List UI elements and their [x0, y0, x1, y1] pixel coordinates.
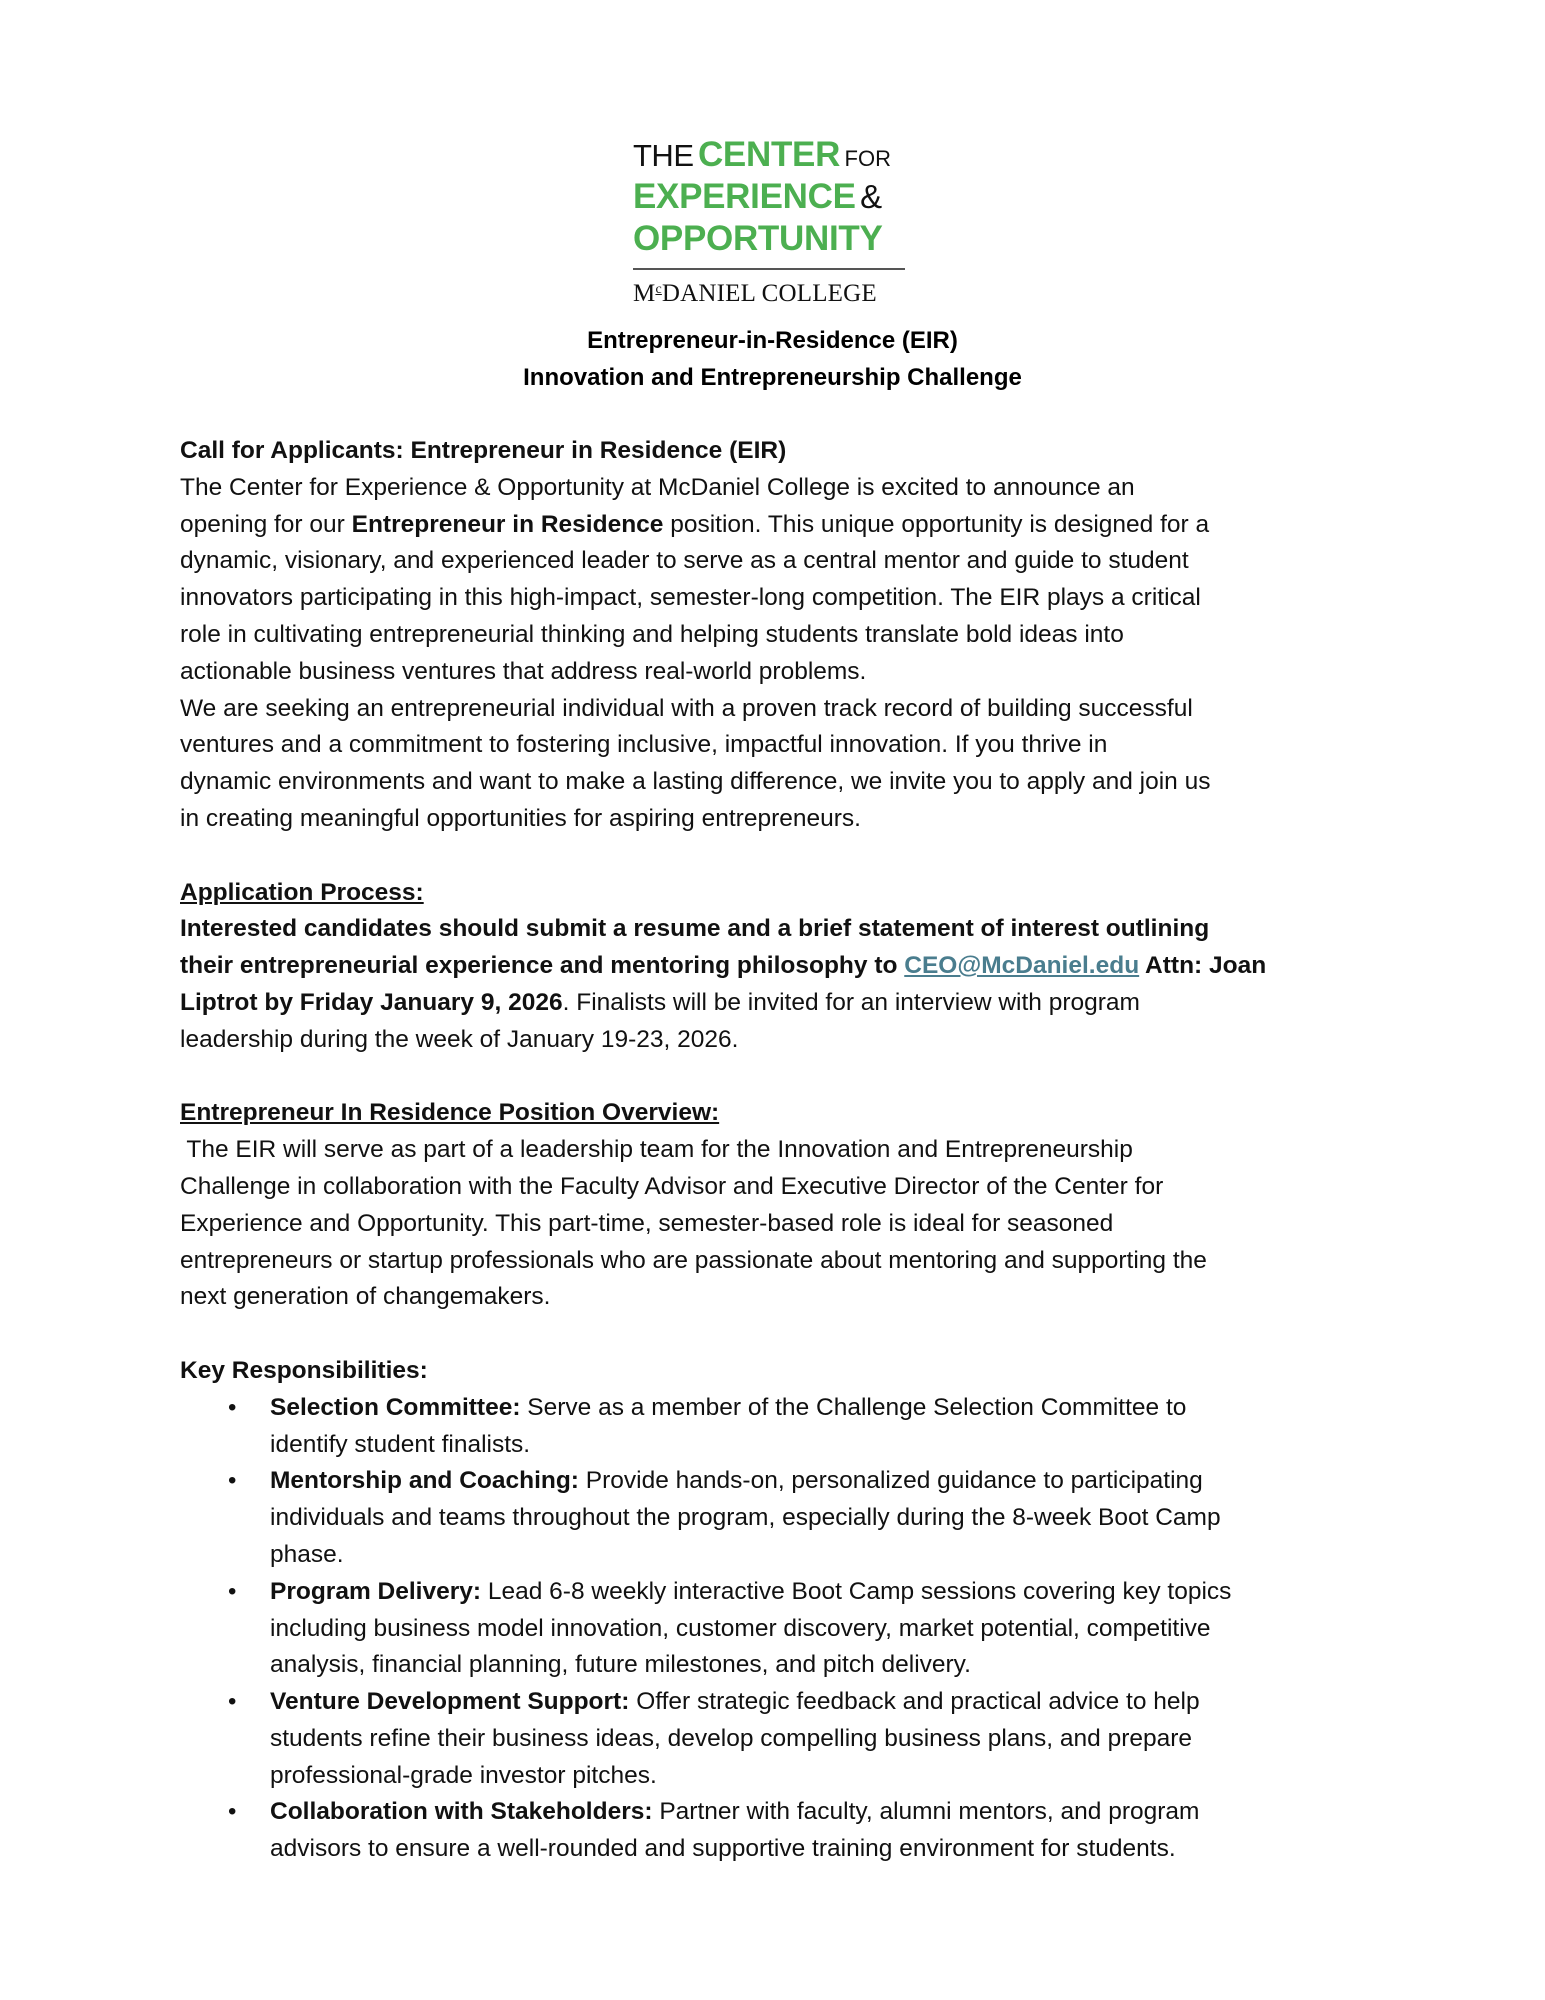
- text-line: next generation of changemakers.: [180, 1283, 551, 1311]
- overview-paragraph: [180, 1132, 1380, 1316]
- text-fragment: Offer strategic feedback and practical advice to help: [629, 1688, 1200, 1716]
- logo-word-for: FOR: [844, 146, 891, 171]
- text-line: in creating meaningful opportunities for aspiring entrepreneurs.: [180, 804, 861, 832]
- text-line: ventures and a commitment to fostering inclusive, impactful innovation. If you thrive in: [180, 731, 1108, 759]
- application-process-section: [180, 875, 1380, 1059]
- title-line-1: Entrepreneur-in-Residence (EIR): [587, 327, 958, 354]
- text-fragment: Provide hands-on, personalized guidance to participating: [578, 1467, 1203, 1495]
- bullet-icon: •: [228, 1467, 237, 1495]
- logo-line-2: [633, 176, 909, 218]
- logo-college-name: [633, 280, 909, 308]
- text-fragment: their entrepreneurial experience and mentoring philosophy to: [180, 952, 905, 980]
- bullet-icon: •: [228, 1688, 237, 1716]
- key-responsibilities-section: [180, 1353, 1380, 1868]
- title-line-2: Innovation and Entrepreneurship Challenge: [523, 364, 1022, 391]
- text-line: including business model innovation, customer discovery, market potential, competitive: [270, 1614, 1211, 1642]
- call-heading: Call for Applicants: Entrepreneur in Residence (EIR): [180, 437, 787, 464]
- logo-word-experience: EXPERIENCE: [633, 177, 856, 216]
- text-line: dynamic, visionary, and experienced leader to serve as a central mentor and guide to student: [180, 547, 1189, 575]
- text-line: innovators participating in this high-impact, semester-long competition. The EIR plays a critical: [180, 584, 1201, 612]
- college-prefix: M: [633, 280, 656, 307]
- logo-word-opportunity: OPPORTUNITY: [633, 219, 883, 258]
- list-item: [180, 1463, 1380, 1573]
- bullet-icon: •: [228, 1798, 237, 1826]
- spacer: [180, 1059, 1380, 1096]
- logo-line-3: [633, 218, 909, 260]
- text-line: identify student finalists.: [270, 1430, 531, 1458]
- call-for-applicants-section: [180, 433, 1380, 838]
- call-paragraph-2: [180, 691, 1380, 838]
- text-fragment: Attn: Joan: [1139, 952, 1267, 980]
- text-line: [270, 1574, 1380, 1611]
- text-line: [180, 507, 1380, 544]
- document-body: [180, 433, 1380, 1868]
- text-line: role in cultivating entrepreneurial thinking and helping students translate bold ideas into: [180, 620, 1124, 648]
- spacer: [180, 1316, 1380, 1353]
- text-line: actionable business ventures that address real-world problems.: [180, 657, 867, 685]
- text-fragment: opening for our: [180, 510, 352, 538]
- text-line: [270, 1684, 1380, 1721]
- email-link[interactable]: CEO@McDaniel.edu: [904, 952, 1140, 980]
- deadline-text: Liptrot by Friday January 9, 2026: [180, 988, 563, 1016]
- text-line: students refine their business ideas, develop compelling business plans, and prepare: [270, 1724, 1193, 1752]
- logo-line-1: [633, 134, 909, 176]
- position-overview-section: [180, 1095, 1380, 1316]
- list-item: [180, 1574, 1380, 1684]
- list-item: [180, 1794, 1380, 1868]
- text-line: professional-grade investor pitches.: [270, 1761, 657, 1789]
- text-line: The EIR will serve as part of a leadership team for the Innovation and Entrepreneurship: [180, 1136, 1133, 1164]
- text-line: Interested candidates should submit a resume and a brief statement of interest outlining: [180, 915, 1210, 943]
- college-rest: DANIEL COLLEGE: [661, 280, 877, 307]
- text-line: individuals and teams throughout the program, especially during the 8-week Boot Camp: [270, 1504, 1221, 1532]
- text-line: Experience and Opportunity. This part-time, semester-based role is ideal for seasoned: [180, 1209, 1114, 1237]
- text-line: phase.: [270, 1540, 344, 1568]
- text-line: [270, 1463, 1380, 1500]
- text-line: We are seeking an entrepreneurial individual with a proven track record of building successful: [180, 694, 1193, 722]
- text-line: advisors to ensure a well-rounded and supportive training environment for students.: [270, 1835, 1176, 1863]
- spacer: [180, 838, 1380, 875]
- text-line: entrepreneurs or startup professionals who are passionate about mentoring and supporting the: [180, 1246, 1207, 1274]
- text-line: [180, 948, 1380, 985]
- text-line: dynamic environments and want to make a lasting difference, we invite you to apply and join us: [180, 768, 1211, 796]
- logo-word-the: THE: [633, 138, 694, 173]
- item-title: Program Delivery:: [270, 1577, 482, 1605]
- college-sup: c: [655, 282, 662, 297]
- text-fragment: . Finalists will be invited for an interview with program: [562, 988, 1140, 1016]
- bold-phrase: Entrepreneur in Residence: [351, 510, 664, 538]
- text-fragment: Partner with faculty, alumni mentors, and program: [652, 1798, 1200, 1826]
- text-line: [180, 985, 1380, 1022]
- call-paragraph-1: [180, 470, 1380, 691]
- logo-divider: [633, 268, 905, 270]
- application-heading: Application Process:: [180, 878, 424, 906]
- item-title: Selection Committee:: [270, 1393, 521, 1421]
- text-line: Challenge in collaboration with the Faculty Advisor and Executive Director of the Center for: [180, 1172, 1164, 1200]
- item-title: Venture Development Support:: [270, 1688, 630, 1716]
- document-titles: [0, 322, 1545, 396]
- text-line: [270, 1390, 1380, 1427]
- bullet-icon: •: [228, 1393, 237, 1421]
- text-line: [270, 1794, 1380, 1831]
- center-logo: [633, 134, 909, 308]
- responsibilities-list: [180, 1390, 1380, 1868]
- text-line: analysis, financial planning, future milestones, and pitch delivery.: [270, 1651, 971, 1679]
- text-fragment: position. This unique opportunity is designed for a: [663, 510, 1210, 538]
- text-fragment: Serve as a member of the Challenge Selection Committee to: [520, 1393, 1187, 1421]
- text-line: leadership during the week of January 19-23, 2026.: [180, 1025, 739, 1053]
- logo-ampersand: &: [860, 178, 883, 215]
- list-item: [180, 1684, 1380, 1794]
- responsibilities-heading: Key Responsibilities:: [180, 1356, 428, 1384]
- application-paragraph: [180, 911, 1380, 1058]
- item-title: Mentorship and Coaching:: [270, 1467, 579, 1495]
- overview-heading: Entrepreneur In Residence Position Overview:: [180, 1099, 720, 1127]
- text-line: The Center for Experience & Opportunity at McDaniel College is excited to announce an: [180, 473, 1135, 501]
- bullet-icon: •: [228, 1577, 237, 1605]
- logo-word-center: CENTER: [697, 135, 841, 174]
- item-title: Collaboration with Stakeholders:: [270, 1798, 653, 1826]
- list-item: [180, 1390, 1380, 1464]
- text-fragment: Lead 6-8 weekly interactive Boot Camp sessions covering key topics: [481, 1577, 1232, 1605]
